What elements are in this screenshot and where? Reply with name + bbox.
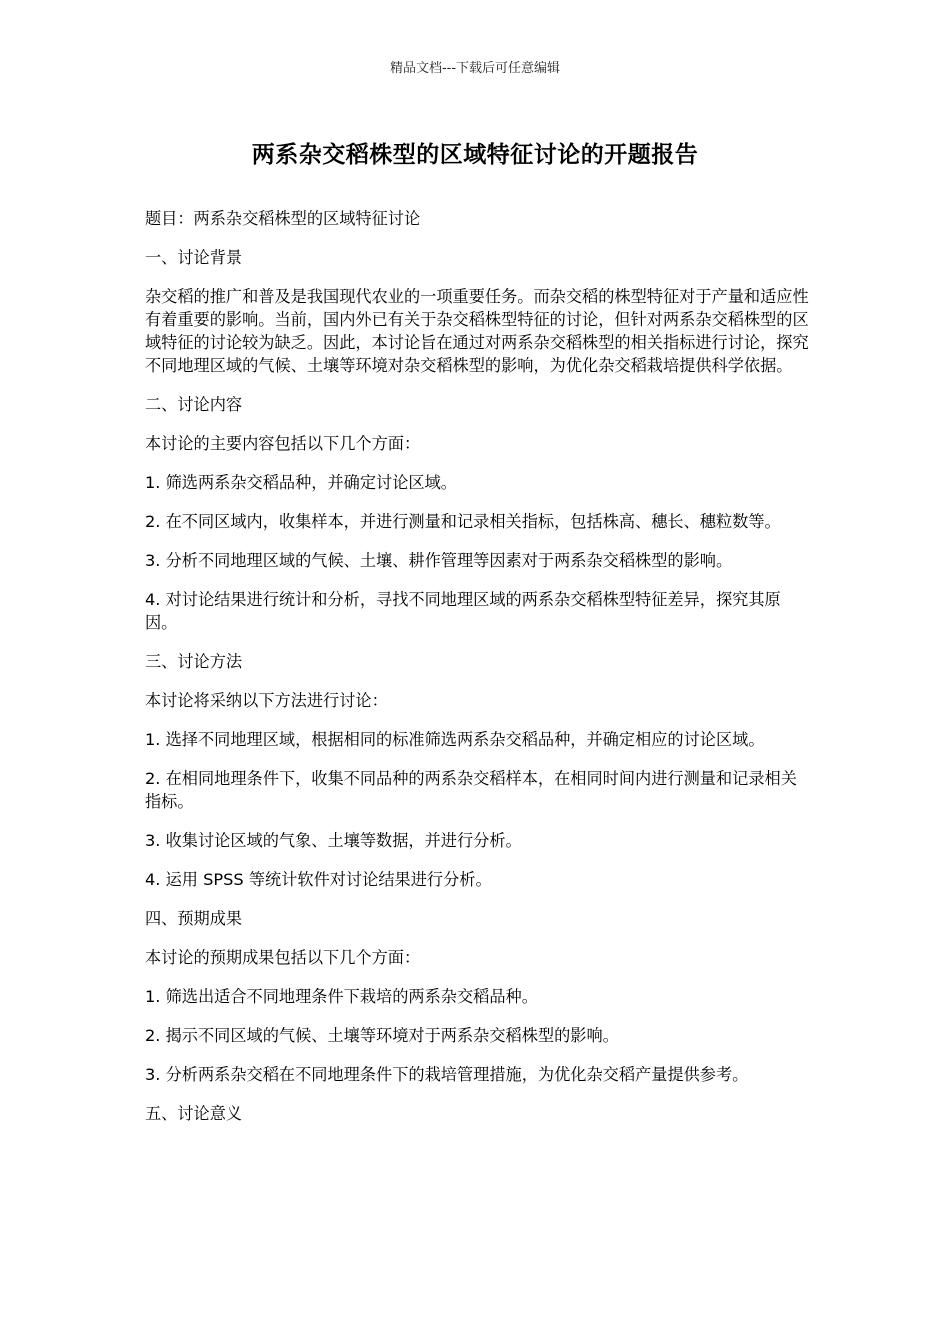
section-heading-outcomes: 四、预期成果	[145, 909, 243, 928]
outcomes-item-2: 2. 揭示不同区域的气候、土壤等环境对于两系杂交稻株型的影响。	[145, 1026, 619, 1045]
content-intro: 本讨论的主要内容包括以下几个方面：	[145, 434, 421, 453]
topic-line: 题目：两系杂交稻株型的区域特征讨论	[145, 209, 421, 228]
document-title: 两系杂交稻株型的区域特征讨论的开题报告	[251, 142, 699, 168]
outcomes-item-1: 1. 筛选出适合不同地理条件下栽培的两系杂交稻品种。	[145, 987, 538, 1006]
outcomes-intro: 本讨论的预期成果包括以下几个方面：	[145, 948, 421, 967]
methods-item-2: 2. 在相同地理条件下，收集不同品种的两系杂交稻样本，在相同时间内进行测量和记录相关指标。	[145, 769, 797, 811]
document-body	[145, 207, 810, 1141]
section-heading-significance: 五、讨论意义	[145, 1104, 243, 1123]
section-heading-content: 二、讨论内容	[145, 395, 243, 414]
methods-intro: 本讨论将采纳以下方法进行讨论：	[145, 691, 388, 710]
methods-item-1: 1. 选择不同地理区域，根据相同的标准筛选两系杂交稻品种，并确定相应的讨论区域。	[145, 730, 765, 749]
methods-item-3: 3. 收集讨论区域的气象、土壤等数据，并进行分析。	[145, 831, 522, 850]
content-item-1: 1. 筛选两系杂交稻品种，并确定讨论区域。	[145, 473, 457, 492]
page-header: 精品文档---下载后可任意编辑	[389, 61, 561, 76]
section-heading-background: 一、讨论背景	[145, 248, 243, 267]
background-paragraph: 杂交稻的推广和普及是我国现代农业的一项重要任务。而杂交稻的株型特征对于产量和适应性有着重要的影响。当前，国内外已有关于杂交稻株型特征的讨论，但针对两系杂交稻株型的区域特征的讨论较为缺乏。因此，本讨论旨在通过对两系杂交稻株型的相关指标进行讨论，探究不同地理区域的气候、土壤等环境对杂交稻株型的影响，为优化杂交稻栽培提供科学依据。	[145, 287, 809, 375]
content-item-2: 2. 在不同区域内，收集样本，并进行测量和记录相关指标，包括株高、穗长、穗粒数等。	[145, 512, 781, 531]
methods-item-4: 4. 运用 SPSS 等统计软件对讨论结果进行分析。	[145, 870, 492, 889]
content-item-4: 4. 对讨论结果进行统计和分析，寻找不同地理区域的两系杂交稻株型特征差异，探究其原因。	[145, 590, 781, 632]
content-item-3: 3. 分析不同地理区域的气候、土壤、耕作管理等因素对于两系杂交稻株型的影响。	[145, 551, 733, 570]
outcomes-item-3: 3. 分析两系杂交稻在不同地理条件下的栽培管理措施，为优化杂交稻产量提供参考。	[145, 1065, 749, 1084]
section-heading-methods: 三、讨论方法	[145, 652, 243, 671]
